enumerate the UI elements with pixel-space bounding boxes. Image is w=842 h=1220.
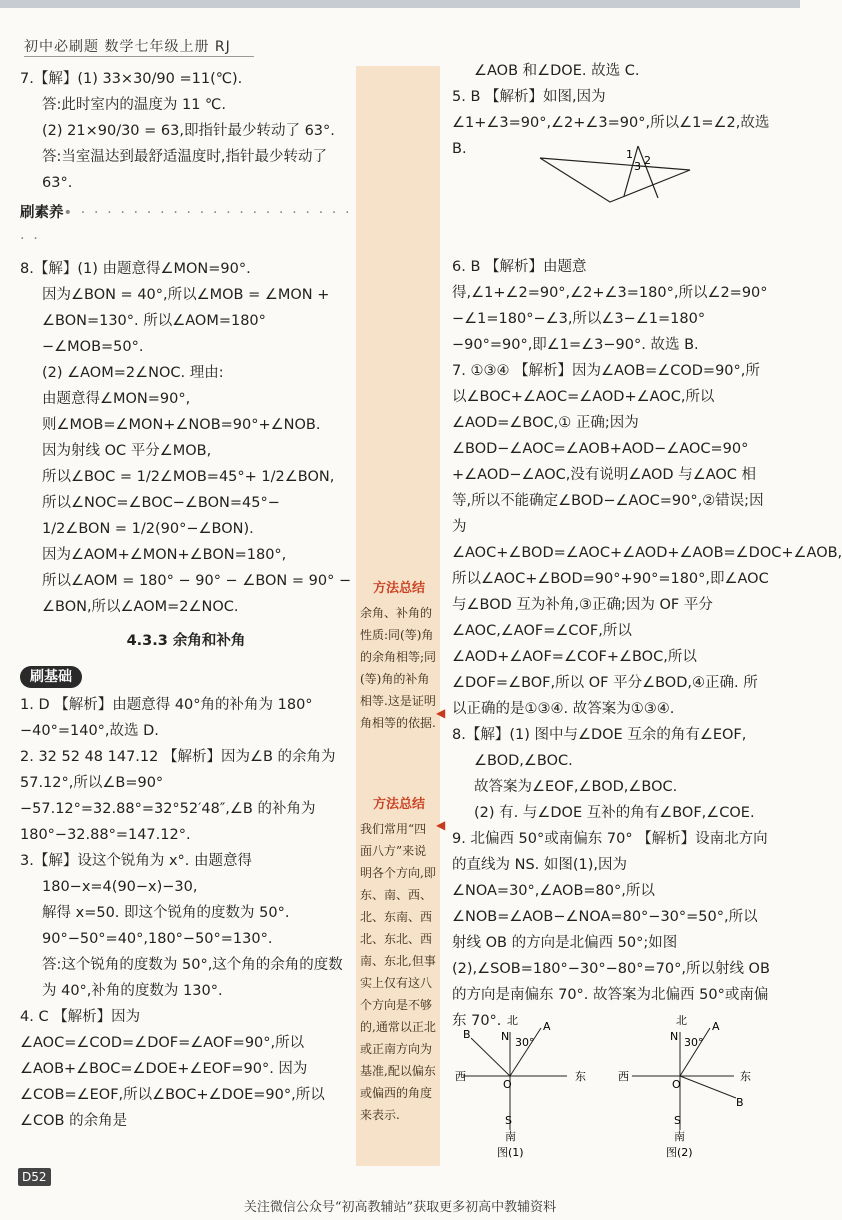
fig1-north: 北 [507, 1014, 518, 1027]
q8-line: 故答案为∠EOF,∠BOD,∠BOC. [474, 779, 678, 795]
fig1-A: A [543, 1020, 551, 1033]
q3-line: 90°−50°=40°,180°−50°=130°. [42, 931, 273, 947]
q3-line: 3.【解】设这个锐角为 x°. 由题意得 [20, 853, 252, 869]
fig5-label-1: 1 [626, 148, 633, 161]
section-dots: • · · · · · · · · · · · · · · · · · · · · · · · [20, 205, 352, 247]
q8-line: 所以∠AOM = 180° − 90° − ∠BON = 90° − ∠BON,所以∠AOM=2∠NOC. [42, 573, 352, 615]
fig1-west: 西 [455, 1070, 466, 1083]
q1-text: 1. D 【解析】由题意得 40°角的补角为 180°−40°=140°,故选 D. [20, 697, 313, 739]
fig2-A: A [712, 1020, 720, 1033]
q3-line: 解得 x=50. 即这个锐角的度数为 50°. [42, 905, 290, 921]
q8-line: 所以∠NOC=∠BOC−∠BON=45°− 1/2∠BON = 1/2(90°−∠BON). [42, 495, 280, 537]
q8-line: ∠BOD,∠BOC. [474, 753, 573, 769]
q8-line: 因为∠AOM+∠MON+∠BON=180°, [42, 547, 287, 563]
q8-line: 由题意得∠MON=90°, [42, 391, 191, 407]
q8-line: (2) 有. 与∠DOE 互补的角有∠BOF,∠COE. [474, 805, 755, 821]
q7-line3: (2) 21×90/30 = 63,即指针最少转动了 63°. [42, 123, 335, 139]
q8-line: 8.【解】(1) 图中与∠DOE 互余的角有∠EOF, [452, 727, 747, 743]
method-note-1-title: 方法总结 [372, 581, 425, 596]
fig1-caption: 图(1) [497, 1146, 524, 1159]
fig1-O: O [503, 1078, 512, 1091]
q8-line: 则∠MOB=∠MON+∠NOB=90°+∠NOB. [42, 417, 321, 433]
q5-triangle-figure [540, 140, 700, 210]
top-bar [0, 0, 800, 8]
section-title: 4.3.3 余角和补角 [126, 633, 246, 649]
section-suyang [20, 200, 352, 252]
method-note-2 [360, 794, 438, 1126]
fig1-south: 南 [505, 1130, 516, 1143]
fig2-O: O [672, 1078, 681, 1091]
fig2-S: S [674, 1114, 681, 1127]
header-text: 初中必刷题 数学七年级上册 RJ [24, 39, 231, 55]
fig2-south: 南 [674, 1130, 685, 1143]
footer-note: 关注微信公众号“初高教辅站”获取更多初高中教辅资料 [243, 1200, 557, 1215]
fig2-N: N [670, 1030, 679, 1043]
q9-figure-1 [455, 1012, 595, 1162]
section-jichu-badge: 刷基础 [20, 666, 82, 688]
fig2-north: 北 [676, 1014, 687, 1027]
method-note-2-title: 方法总结 [372, 797, 425, 812]
q5-text: 5. B 【解析】如图,因为∠1+∠3=90°,∠2+∠3=90°,所以∠1=∠2,故选 B. [452, 89, 770, 157]
fig1-S: S [505, 1114, 512, 1127]
method-note-1-text: 余角、补角的性质:同(等)角的余角相等;同(等)角的补角相等.这是证明角相等的依据. [360, 606, 437, 730]
fig1-east: 东 [575, 1070, 586, 1083]
header-rule [24, 56, 254, 57]
q7-line1: 7.【解】(1) 33×30/90 =11(℃). [20, 71, 243, 87]
q4-text: 4. C 【解析】因为∠AOC=∠COD=∠DOF=∠AOF=90°,所以∠AOB+∠BOC=∠DOE+∠EOF=90°. 因为∠COB=∠EOF,所以∠BOC+∠DOE=90°,所以∠COB 的余角是 [20, 1009, 325, 1129]
q7-text: 7. ①③④ 【解析】因为∠AOB=∠COD=90°,所以∠BOC+∠AOC=∠AOD+∠AOC,所以∠AOD=∠BOC,① 正确;因为∠BOD−∠AOC=∠AOB+AOD−∠AOC=90°+∠AOD−∠AOC,没有说明∠AOD 与∠AOC 相等,所以不能确定∠BOD−∠AOC=90°,②错误;因为∠AOC+∠BOD=∠AOC+∠AOD+∠AOB=∠DOC+∠AOB,所以∠AOC+∠BOD=90°+90°=180°,即∠AOC 与∠BOD 互为补角,③正确;因为 OF 平分∠AOC,∠AOF=∠COF,所以∠AOD+∠AOF=∠COF+∠BOC,所以∠DOF=∠BOF,所以 OF 平分∠BOD,④正确. 所以正确的是①③④. 故答案为①③④. [452, 363, 842, 717]
q7-line2: 答:此时室内的温度为 11 ℃. [42, 97, 226, 113]
fig2-B: B [736, 1096, 744, 1109]
fig2-east: 东 [740, 1070, 751, 1083]
section-suyang-label: 刷素养 [20, 205, 64, 221]
q9-figure-2 [618, 1012, 758, 1162]
fig5-label-2: 2 [644, 154, 651, 167]
q8-line: 因为射线 OC 平分∠MOB, [42, 443, 212, 459]
note-pointer-icon: ◀ [436, 706, 446, 720]
fig1-B: B [463, 1028, 471, 1041]
q2-text: 2. 32 52 48 147.12 【解析】因为∠B 的余角为 57.12°,所以∠B=90°−57.12°=32.88°=32°52′48″,∠B 的补角为 180°−32.88°=147.12°. [20, 749, 336, 843]
q8-line: 8.【解】(1) 由题意得∠MON=90°. [20, 261, 251, 277]
q6-text: 6. B 【解析】由题意得,∠1+∠2=90°,∠2+∠3=180°,所以∠2=90°−∠1=180°−∠3,所以∠3−∠1=180°−90°=90°,即∠1=∠3−90°. 故选 B. [452, 259, 768, 353]
left-column [20, 66, 352, 1134]
fig1-N: N [501, 1030, 510, 1043]
q4-continuation: ∠AOB 和∠DOE. 故选 C. [474, 63, 640, 79]
fig5-label-3: 3 [634, 160, 641, 173]
q8-line: (2) ∠AOM=2∠NOC. 理由: [42, 365, 224, 381]
method-note-2-text: 我们常用“四面八方”来说明各个方向,即东、南、西、北、东南、西北、东北、西南、东北,但事实上仅有这八个方向是不够的,通常以正北或正南方向为基准,配以偏东或偏西的角度来表示. [360, 822, 436, 1122]
q3-line: 180−x=4(90−x)−30, [42, 879, 198, 895]
note-pointer-icon: ◀ [436, 818, 446, 832]
q7-line4: 答:当室温达到最舒适温度时,指针最少转动了 63°. [42, 149, 327, 191]
page-number: D52 [18, 1168, 51, 1186]
q8-line: 所以∠BOC = 1/2∠MOB=45°+ 1/2∠BON, [42, 469, 335, 485]
fig2-west: 西 [618, 1070, 629, 1083]
q3-line: 答:这个锐角的度数为 50°,这个角的余角的度数为 40°,补角的度数为 130°. [42, 957, 343, 999]
fig2-caption: 图(2) [666, 1146, 693, 1159]
q8-line: 因为∠BON = 40°,所以∠MOB = ∠MON + ∠BON=130°. 所以∠AOM=180°−∠MOB=50°. [42, 287, 330, 355]
fig2-30: 30° [684, 1036, 704, 1049]
method-note-1 [360, 578, 438, 734]
page-header [24, 36, 231, 56]
fig1-30: 30° [515, 1036, 535, 1049]
q9-text: 9. 北偏西 50°或南偏东 70° 【解析】设南北方向的直线为 NS. 如图(1),因为∠NOA=30°,∠AOB=80°,所以∠NOB=∠AOB−∠NOA=80°−30°=50°,所以射线 OB 的方向是北偏西 50°;如图(2),∠SOB=180°−30°−80°=70°,所以射线 OB 的方向是南偏东 70°. 故答案为北偏西 50°或南偏东 70°. [452, 831, 770, 1029]
